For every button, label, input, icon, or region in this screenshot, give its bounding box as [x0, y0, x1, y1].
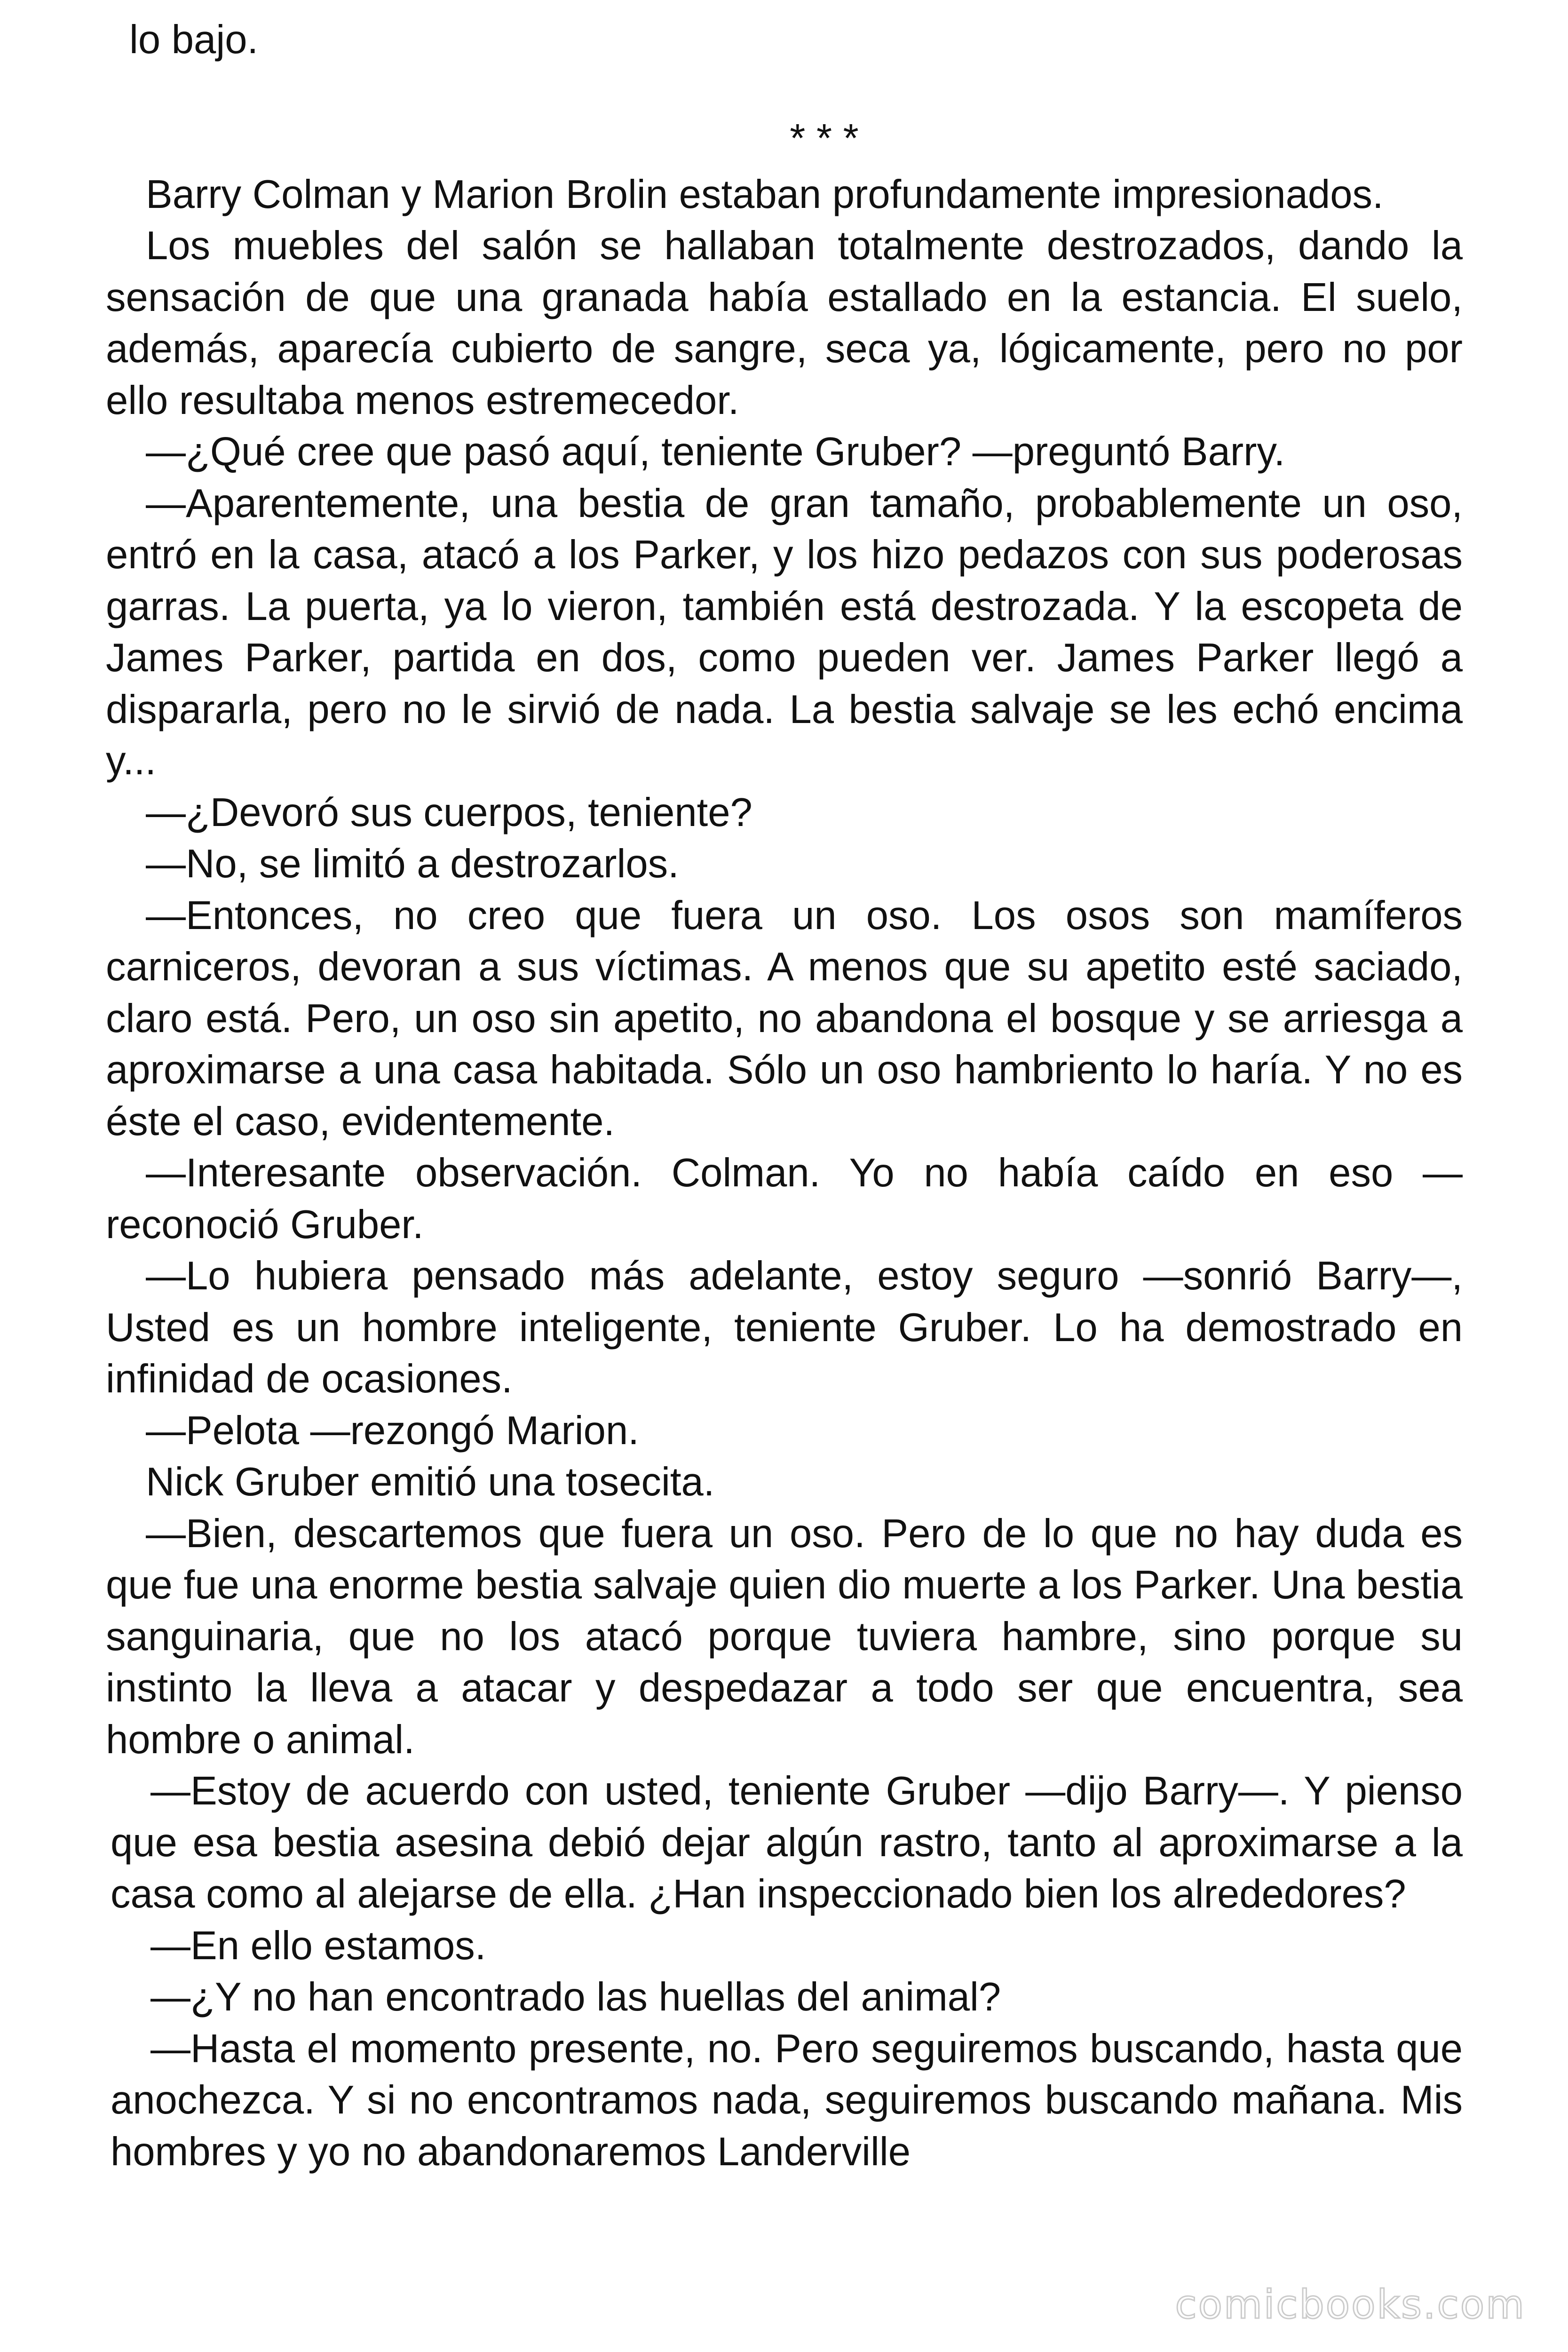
- paragraph-4: —Aparentemente, una bestia de gran tamaño, probablemente un oso, entró en la casa, atacó a los Parker, y los hizo pedazos con sus poderosas garras. La puerta, ya lo vieron, también está destrozada. Y la escopeta de James Parker, partida en dos, como pueden ver. James Parker llegó a dispararla, pero no le sirvió de nada. La bestia salvaje se les echó encima y...: [106, 481, 1463, 783]
- paragraph-3: —¿Qué cree que pasó aquí, teniente Gruber? —preguntó Barry.: [146, 429, 1285, 474]
- paragraph-1: Barry Colman y Marion Brolin estaban profundamente impresionados.: [146, 172, 1384, 217]
- paragraph-15: —¿Y no han encontrado las huellas del animal?: [150, 1975, 1001, 2019]
- paragraph-11: Nick Gruber emitió una tosecita.: [146, 1460, 715, 1504]
- paragraph-6: —No, se limitó a destrozarlos.: [146, 842, 679, 886]
- paragraph-2: Los muebles del salón se hallaban totalmente destrozados, dando la sensación de que una granada había estallado en la estancia. El suelo, además, aparecía cubierto de sangre, seca ya, lógicamente, pero no por ello resultaba menos estremecedor.: [106, 223, 1463, 423]
- paragraph-12: —Bien, descartemos que fuera un oso. Pero de lo que no hay duda es que fue una enorme bestia salvaje quien dio muerte a los Parker. Una bestia sanguinaria, que no los atacó porque tuviera hambre, sino porque su instinto la lleva a atacar y despedazar a todo ser que encuentra, sea hombre o animal.: [106, 1511, 1463, 1762]
- paragraph-7: —Entonces, no creo que fuera un oso. Los osos son mamíferos carniceros, devoran a sus víctimas. A menos que su apetito esté saciado, claro está. Pero, un oso sin apetito, no abandona el bosque y se arriesga a aproximarse a una casa habitada. Sólo un oso hambriento lo haría. Y no es éste el caso, evidentemente.: [106, 893, 1463, 1144]
- watermark-logo: comicbooks.com: [1175, 2281, 1526, 2328]
- section-break-stars: * * *: [790, 116, 859, 161]
- paragraph-8: —Interesante observación. Colman. Yo no había caído en eso —reconoció Gruber.: [106, 1151, 1463, 1247]
- paragraph-13: —Estoy de acuerdo con usted, teniente Gruber —dijo Barry—. Y pienso que esa bestia asesina debió dejar algún rastro, tanto al aproximarse a la casa como al alejarse de ella. ¿Han inspeccionado bien los alrededores?: [111, 1769, 1463, 1916]
- opening-line: lo bajo.: [129, 17, 259, 62]
- paragraph-10: —Pelota —rezongó Marion.: [146, 1408, 639, 1453]
- paragraph-16: —Hasta el momento presente, no. Pero seguiremos buscando, hasta que anochezca. Y si no encontramos nada, seguiremos buscando mañana. Mis hombres y yo no abandonaremos Landerville: [111, 2026, 1463, 2174]
- paragraph-14: —En ello estamos.: [150, 1923, 486, 1968]
- section-break: [106, 66, 1463, 169]
- text-column: [106, 14, 1463, 2177]
- paragraph-5: —¿Devoró sus cuerpos, teniente?: [146, 790, 752, 835]
- paragraph-9: —Lo hubiera pensado más adelante, estoy seguro —sonrió Barry—, Usted es un hombre inteligente, teniente Gruber. Lo ha demostrado en infinidad de ocasiones.: [106, 1254, 1463, 1401]
